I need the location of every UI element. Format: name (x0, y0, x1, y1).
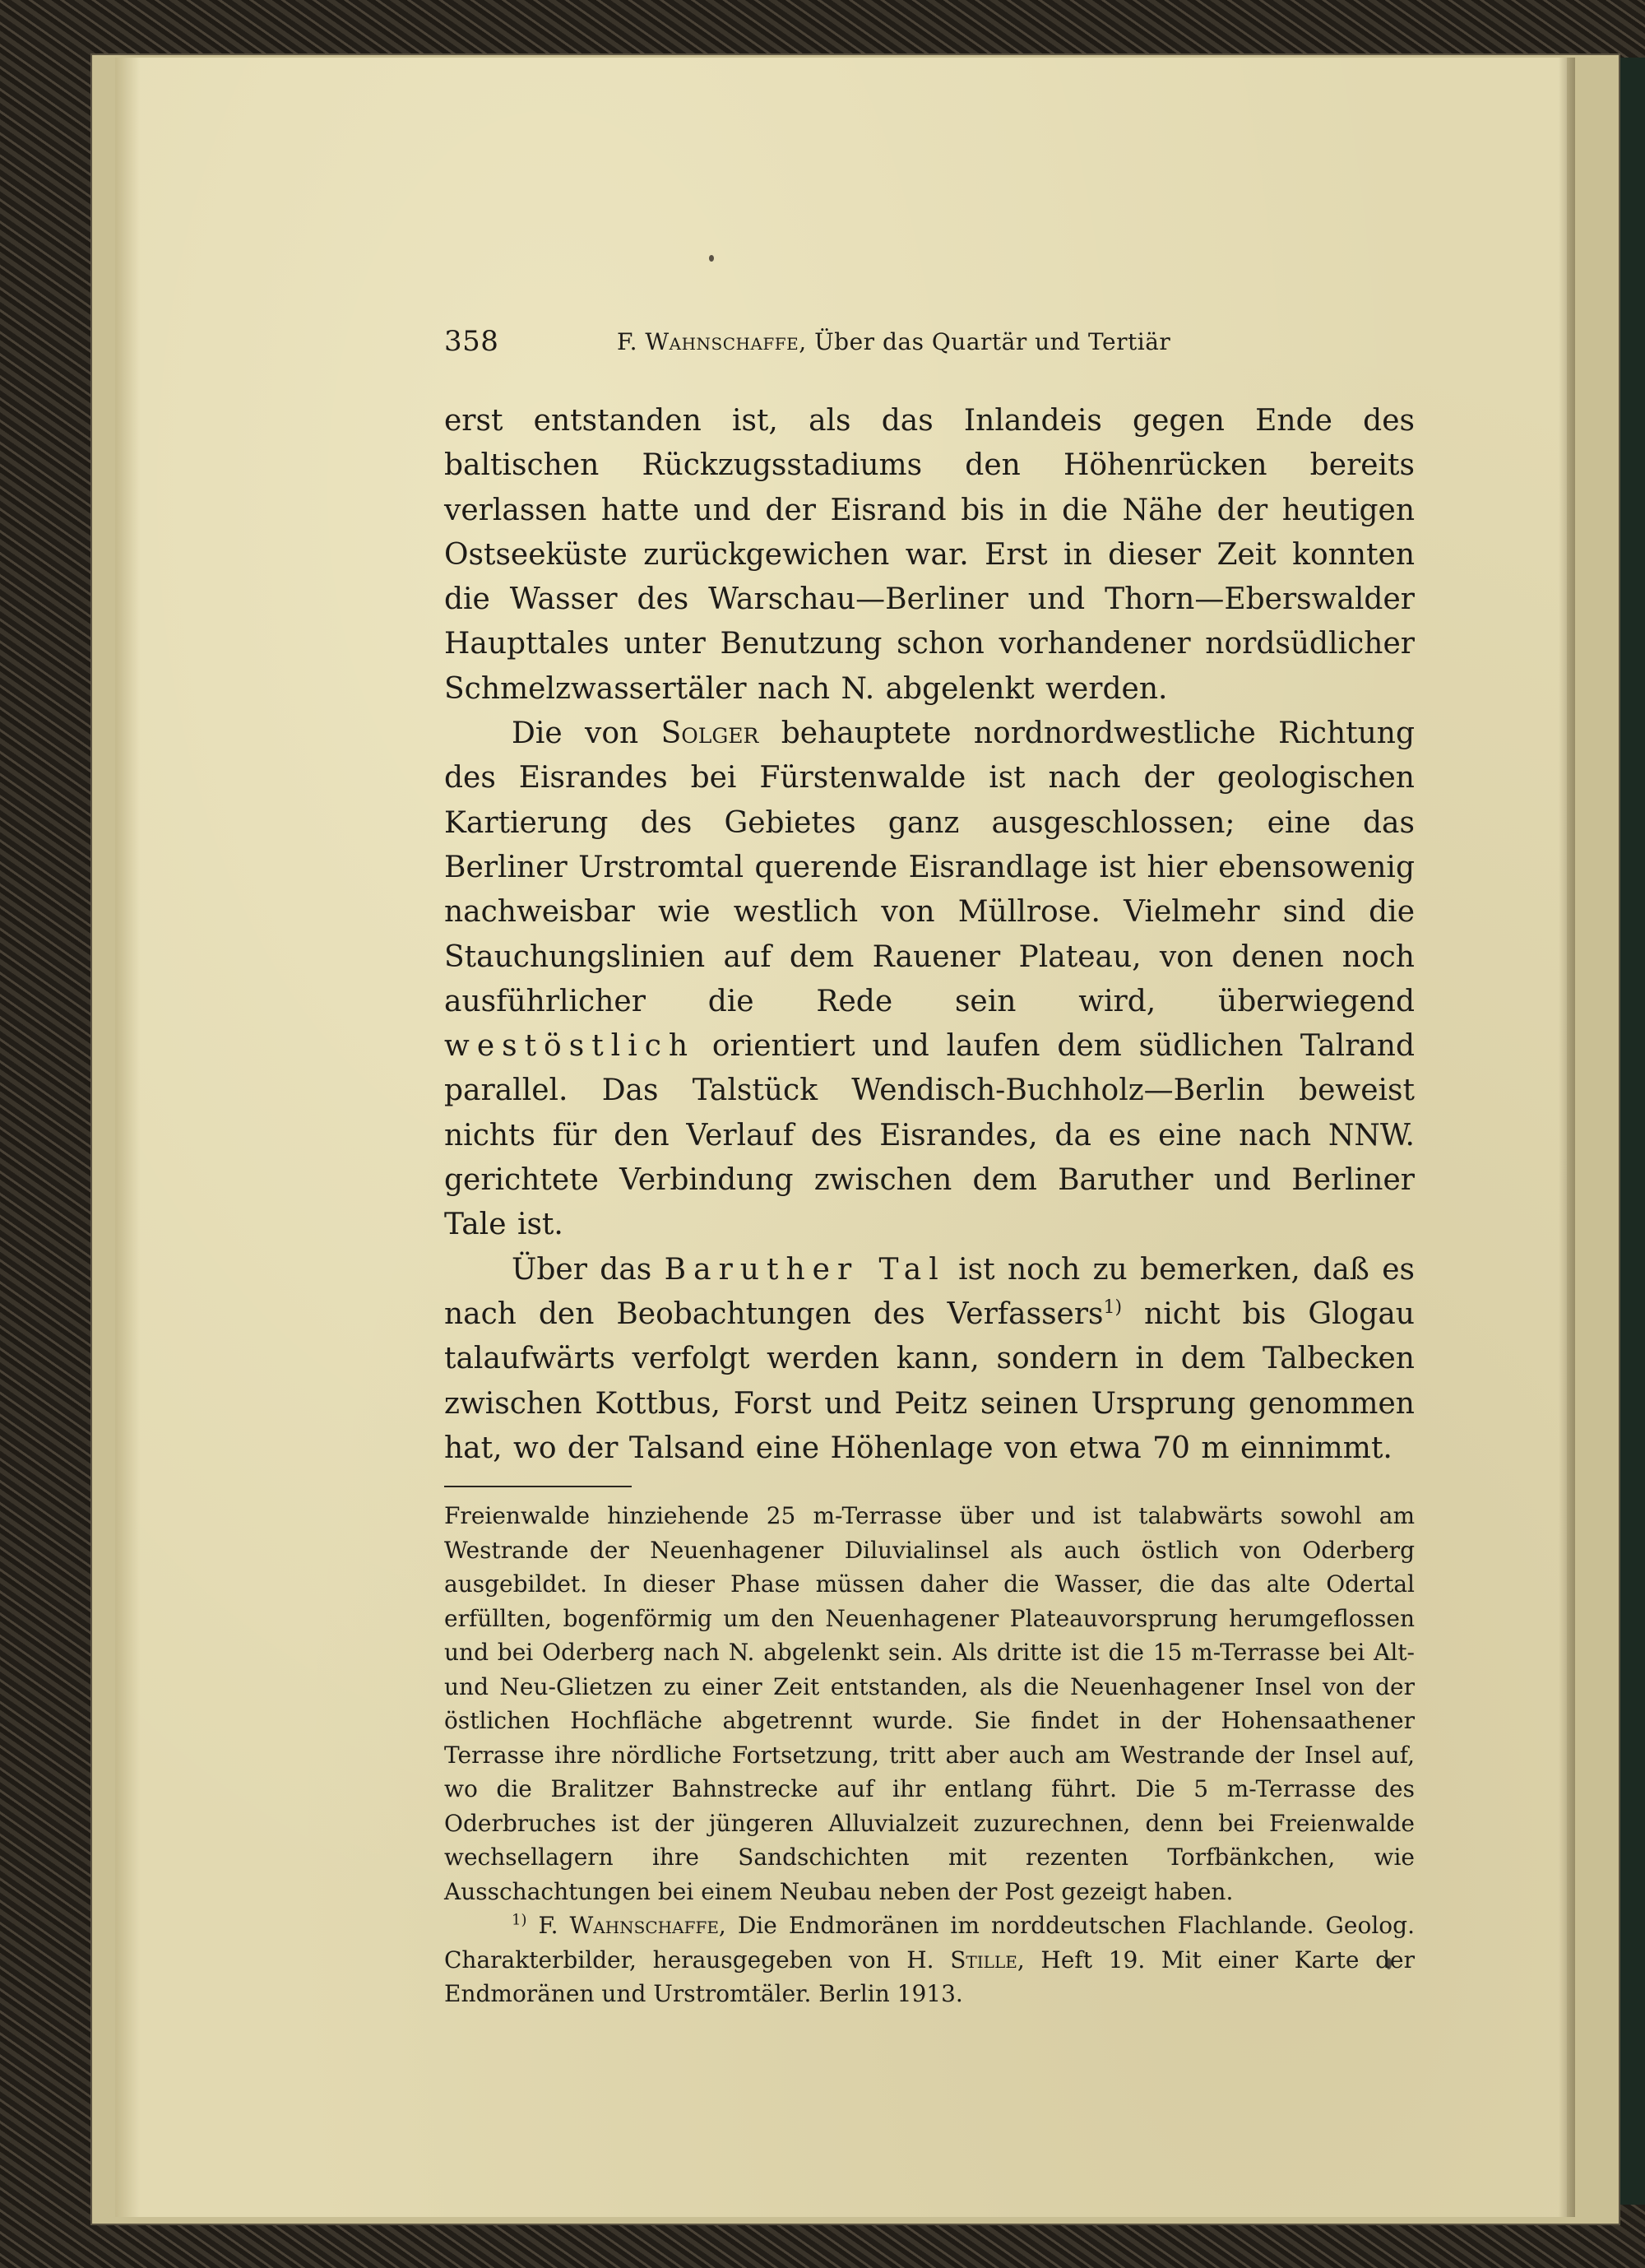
footnote (444, 1909, 1415, 2011)
text-segment: orientiert und laufen dem südlichen Talrand parallel. Das Talstück Wendisch-Buchholz—Berlin beweist nichts für den Verlauf des Eisrandes, da es eine nach NNW. gerichtete Verbindung zwischen dem Baruther und Berliner Tale ist. (444, 1029, 1415, 1242)
author-initial: F. (617, 328, 646, 355)
text-segment: behauptete nordnordwestliche Richtung des Eisrandes bei Fürstenwalde ist nach der geologischen Kartierung des Gebietes ganz ausgeschlossen; eine das Berliner Urstromtal querende Eisrandlage ist hier ebensowenig nachweisbar wie westlich von Müllrose. Vielmehr sind die Stauchungslinien auf dem Rauener Plateau, von denen noch ausführlicher die Rede sein wird, überwiegend (444, 717, 1416, 1018)
running-header (444, 325, 1415, 364)
ink-speck (709, 255, 714, 262)
text-segment: ist noch zu bemerken, daß es nach den Beobachtungen des Verfassers (444, 1252, 1415, 1331)
author-name: Wahnschaffe (645, 328, 799, 355)
footnote-text: , Heft 19. Mit einer Karte der Endmoränen und Urstromtäler. Berlin 1913. (444, 1946, 1415, 2008)
footnote-text: F. (526, 1912, 570, 1940)
emphasis-spaced: Baruther Tal (664, 1252, 946, 1287)
footnote-divider (444, 1486, 632, 1487)
footnote-mark: 1) (512, 1911, 527, 1929)
page-number: 358 (444, 325, 499, 358)
footnote-text: Freienwalde hinziehende 25 m-Terrasse über und ist talabwärts sowohl am Westrande der Neuenhagener Diluvialinsel als auch östlich von Oderberg ausgebildet. In dieser Phase müssen daher die Wasser, die das alte Odertal erfüllten, bogenförmig um den Neuenhagener Plateauvorsprung herumgeflossen und bei Oderberg nach N. abgelenkt sein. Als dritte ist die 15 m-Terrasse bei Alt- und Neu-Glietzen zu einer Zeit entstanden, als die Neuenhagener Insel von der östlichen Hochfläche abgetrennt wurde. Sie findet in der Hohensaathener Terrasse ihre nördliche Fortsetzung, tritt aber auch am Westrande der Insel auf, wo die Bralitzer Bahnstrecke auf ihr entlang führt. Die 5 m-Terrasse des Oderbruches ist der jüngeren Alluvialzeit zuzurechnen, denn bei Freienwalde wechsellagern ihre Sandschichten mit rezenten Torfbänkchen, wie Ausschachtungen bei einem Neubau neben der Post gezeigt haben. (444, 1502, 1415, 1905)
author-reference: Solger (660, 717, 759, 751)
paragraph (444, 712, 1415, 1248)
page-content (444, 325, 1415, 2011)
paragraph (444, 399, 1415, 712)
text-segment: Über das (512, 1252, 665, 1287)
footnote-text: , Die Endmoränen im norddeutschen Flachlande. Geolog. Charakterbilder, herausgegeben von H. (444, 1912, 1415, 1973)
text-segment: nicht bis Glogau talaufwärts verfolgt werden kann, sondern in dem Talbecken zwischen Kottbus, Forst und Peitz seinen Ursprung genommen hat, wo der Talsand eine Höhenlage von etwa 70 m einnimmt. (444, 1296, 1415, 1465)
footnote-reference: 1) (1103, 1296, 1123, 1318)
emphasis-spaced: westöstlich (444, 1029, 696, 1064)
author-reference: Wahnschaffe (569, 1912, 719, 1940)
text-segment: Die von (512, 717, 661, 751)
author-reference: Stille (950, 1946, 1017, 1973)
running-title (617, 328, 1170, 355)
title-text: , Über das Quartär und Tertiär (799, 328, 1171, 355)
page-gutter (115, 58, 140, 2217)
paragraph (444, 1248, 1415, 1471)
footnotes (444, 1499, 1415, 2011)
page-shadow (1559, 58, 1575, 2217)
body-text (444, 399, 1415, 1471)
text-segment: erst entstanden ist, als das Inlandeis gegen Ende des baltischen Rückzugsstadiums den Höhenrücken bereits verlassen hatte und der Eisrand bis in die Nähe der heutigen Ostseeküste zurückgewichen war. Erst in dieser Zeit konnten die Wasser des Warschau—Berliner und Thorn—Eberswalder Haupttales unter Benutzung schon vorhandener nordsüdlicher Schmelzwassertäler nach N. abgelenkt werden. (444, 404, 1415, 706)
footnote-continuation (444, 1499, 1415, 1909)
